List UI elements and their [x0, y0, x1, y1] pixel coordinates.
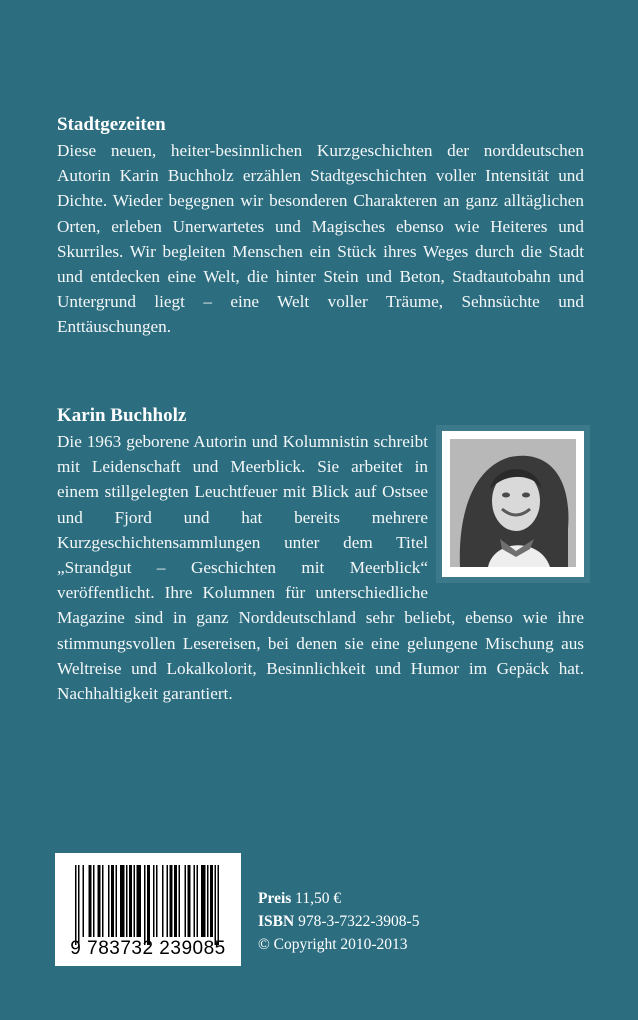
barcode-bar: [102, 865, 104, 937]
barcode-bar: [116, 865, 118, 937]
barcode-bar: [147, 865, 150, 945]
barcode-bar: [197, 865, 199, 937]
barcode-bar: [185, 865, 187, 937]
barcode-bar: [93, 865, 95, 937]
barcode-bar: [170, 865, 173, 937]
author-photo: [450, 439, 576, 567]
barcode-bar: [144, 865, 146, 945]
barcode-bar: [207, 865, 209, 937]
barcode-bar: [188, 865, 191, 937]
barcode-bar: [218, 865, 220, 945]
barcode-bar: [179, 865, 181, 937]
price-label: Preis: [258, 890, 292, 907]
barcode-bar: [215, 865, 217, 945]
barcode-bar: [156, 865, 158, 937]
price-line: [258, 887, 341, 910]
barcode-bar: [162, 865, 164, 937]
barcode-bar: [137, 865, 142, 937]
barcode-bar: [153, 865, 155, 937]
barcode-bar: [75, 865, 77, 945]
barcode-bar: [174, 865, 177, 937]
barcode-bar: [126, 865, 128, 937]
barcode-bar: [78, 865, 80, 945]
barcode-bar: [108, 865, 110, 937]
barcode-bar: [83, 865, 85, 937]
barcode-digits: 9 783732 239085: [70, 938, 226, 959]
isbn-value: 978-3-7322-3908-5: [298, 913, 420, 930]
barcode-bar: [210, 865, 213, 937]
author-bio-text: Die 1963 geborene Autorin und Kolumnistin schreibt mit Leidenschaft und Meerblick. Sie arbeitet in einem stillgelegten Leuchtfeuer mit Blick auf Ostsee und Fjord und hat bereits mehrere Kurzgeschichtensammlungen unter dem Titel „Strandgut – Geschichten mit Meerblick“ veröffentlicht. Ihre Kolumnen für unterschiedliche Magazine sind in ganz Norddeutschland sehr beliebt, ebenso wie ihre stimmungsvollen Lesereisen, bei denen sie eine gelungene Mischung aus Weltreise und Lokalkolorit, Besinnlichkeit und Humor im Gepäck hat. Nachhaltigkeit garantiert.: [57, 432, 584, 704]
barcode-bar: [134, 865, 136, 937]
barcode-bar: [201, 865, 206, 937]
author-bio: [57, 429, 584, 706]
barcode-bar: [98, 865, 101, 937]
barcode-bar: [89, 865, 92, 937]
barcode-bar: [167, 865, 169, 937]
barcode: [55, 853, 241, 966]
author-title: Karin Buchholz: [57, 405, 187, 426]
barcode-bar: [120, 865, 125, 937]
blurb-title: Stadtgezeiten: [57, 114, 166, 135]
price-value: 11,50 €: [295, 890, 342, 907]
author-photo-frame: [442, 431, 584, 577]
barcode-bar: [111, 865, 114, 937]
isbn-label: ISBN: [258, 913, 295, 930]
barcode-bar: [129, 865, 132, 937]
barcode-bar: [194, 865, 196, 937]
isbn-line: [258, 910, 419, 933]
copyright: © Copyright 2010-2013: [258, 936, 408, 953]
blurb-text: Diese neuen, heiter-besinnlichen Kurzgeschichten der norddeutschen Autorin Karin Buchholz erzählen Stadtgeschichten voller Intensität und Dichte. Wieder begegnen wir besonderen Charakteren an ganz alltäglichen Orten, erleben Unerwartetes und Magisches ebenso wie Heiteres und Skurriles. Wir begleiten Menschen ein Stück ihres Weges durch die Stadt und entdecken eine Welt, die hinter Stein und Beton, Stadtautobahn und Untergrund liegt – eine Welt voller Träume, Sehnsüchte und Enttäuschungen.: [57, 141, 584, 337]
